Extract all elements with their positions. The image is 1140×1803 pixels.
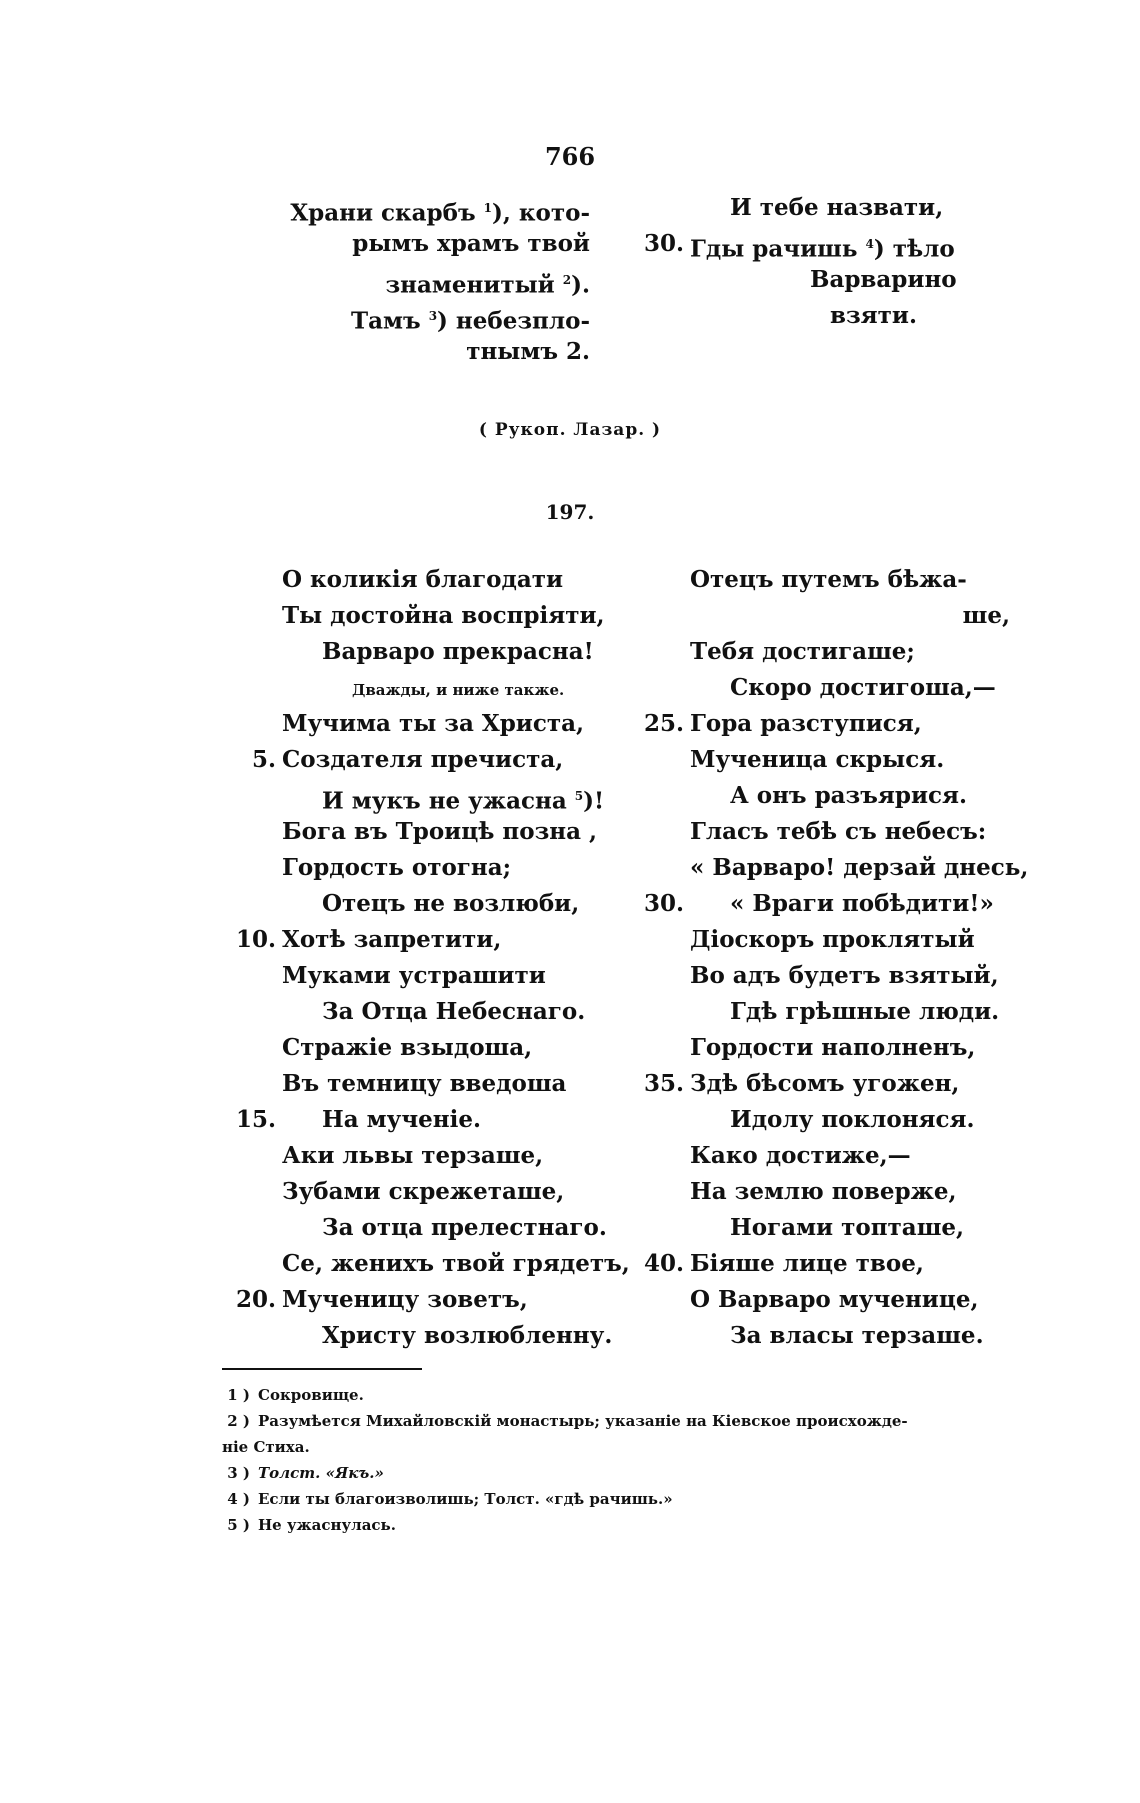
verse-text [282, 742, 563, 778]
line-number: 30. [643, 890, 684, 917]
verse-text [690, 1210, 964, 1246]
verse-line [282, 850, 612, 886]
verse-line [690, 670, 1010, 706]
verse-line [270, 226, 590, 262]
footnote-text: Сокровище. [258, 1386, 364, 1404]
verse-line [282, 598, 612, 634]
footnote [222, 1460, 1002, 1486]
verse-text-main: Мучима ты за Христа, [282, 710, 585, 737]
verse-line [282, 1174, 612, 1210]
verse-text-main: « Варваро! дерзай днесь, [690, 854, 1029, 881]
verse-text-main: Мученицу зоветъ, [282, 1286, 528, 1313]
verse-text-main: Мученица скрыся. [690, 746, 945, 773]
refrain-note [282, 672, 564, 708]
verse-text [282, 958, 546, 994]
verse-text-main: Гора разступися, [690, 710, 922, 737]
verse-line [282, 670, 612, 706]
verse-line [282, 994, 612, 1030]
verse-text [690, 994, 999, 1030]
verse-line [690, 1030, 1010, 1066]
verse-text [963, 598, 1010, 634]
verse-text-main: рымъ храмъ твой [352, 230, 590, 257]
verse-text [282, 994, 585, 1030]
verse-text [690, 262, 957, 298]
footnote-ref: 5 [574, 789, 584, 803]
verse-text-main: Гордость отогна; [282, 854, 512, 881]
verse-text-main: Идолу поклоняся. [730, 1106, 975, 1133]
verse-text-main: Варваро прекрасна! [322, 638, 594, 665]
verse-line [282, 1246, 630, 1282]
verse-text [690, 1066, 959, 1102]
verse-text [690, 742, 944, 778]
verse-text [690, 562, 967, 598]
verse-text [282, 814, 597, 850]
verse-line [282, 562, 612, 598]
verse-text-main: Како достиже,— [690, 1142, 911, 1169]
verse-line [282, 886, 612, 922]
verse-text [282, 634, 594, 670]
verse-text [690, 1102, 975, 1138]
verse-line [235, 922, 612, 958]
verse-text-after: ), кото- [492, 199, 590, 227]
verse-text-main: За Отца Небеснаго. [322, 998, 586, 1025]
verse-text-main: взяти. [830, 302, 917, 329]
verse-text [690, 634, 915, 670]
verse-text-main: Хотѣ запретити, [282, 926, 502, 953]
verse-text-after: ). [571, 271, 590, 299]
verse-text-after: )! [583, 787, 605, 815]
verse-text-main: Храни скарбъ [290, 199, 484, 227]
footnote-number: 3 ) [227, 1464, 250, 1482]
verse-text-main: Гдѣ грѣшные люди. [730, 998, 1000, 1025]
line-number: 40. [643, 1250, 684, 1277]
verse-text-after: ) тѣло [873, 235, 955, 263]
verse-line [690, 262, 1000, 298]
verse-text-main: Тебя достигаше; [690, 638, 915, 665]
verse-text-main: За власы терзаше. [730, 1322, 984, 1349]
verse-text [690, 922, 975, 958]
verse-text-main: Ты достойна воспріяти, [282, 602, 605, 629]
verse-line [282, 1066, 612, 1102]
verse-line [282, 958, 612, 994]
verse-line [690, 958, 1010, 994]
verse-line [643, 1246, 1010, 1282]
verse-text [282, 598, 605, 634]
verse-line [690, 778, 1010, 814]
verse-text [690, 1246, 924, 1282]
top-right-verse [643, 190, 1000, 334]
verse-text [690, 1030, 975, 1066]
footnote-text: Толст. «Якъ.» [258, 1464, 384, 1482]
verse-line [270, 190, 590, 226]
verse-text [282, 1318, 612, 1354]
verse-text [690, 778, 967, 814]
verse-text [282, 1030, 532, 1066]
verse-line [282, 1318, 612, 1354]
verse-line [282, 634, 612, 670]
verse-text-main: Біяше лице твое, [690, 1250, 924, 1277]
verse-line [282, 706, 612, 742]
verse-text-main: Здѣ бѣсомъ угожен, [690, 1070, 960, 1097]
verse-text [282, 1282, 528, 1318]
line-number: 35. [643, 1070, 684, 1097]
verse-text-main: Се, женихъ твой грядетъ, [282, 1250, 630, 1277]
verse-line [270, 262, 590, 298]
verse-text [690, 1138, 911, 1174]
line-number: 15. [235, 1106, 276, 1133]
verse-line [690, 1174, 1010, 1210]
footnote [222, 1382, 1002, 1408]
verse-line [282, 1138, 612, 1174]
verse-text-main: О Варваро мученице, [690, 1286, 979, 1313]
verse-text-main: На мученіе. [322, 1106, 482, 1133]
verse-text-main: А онъ разъярися. [730, 782, 968, 809]
top-left-verse [270, 190, 590, 370]
verse-text [690, 886, 994, 922]
footnote-text: Если ты благоизволишь; Толст. «гдѣ рачишь.» [258, 1490, 673, 1508]
verse-line [690, 562, 1010, 598]
verse-line [690, 742, 1010, 778]
line-number: 30. [643, 230, 684, 257]
verse-line [643, 1066, 1010, 1102]
verse-line [235, 1282, 612, 1318]
verse-text-main: Гды рачишь [690, 235, 866, 263]
verse-text-main: Тамъ [351, 307, 429, 335]
verse-line [235, 1102, 612, 1138]
verse-text-main: И мукъ не ужасна [322, 787, 575, 815]
verse-text [282, 562, 563, 598]
verse-text-main: Стражіе взыдоша, [282, 1034, 533, 1061]
verse-text-main: Діоскоръ проклятый [690, 926, 975, 953]
footnote-ref: 1 [483, 201, 492, 215]
verse-line [690, 1318, 1010, 1354]
verse-line [282, 1210, 612, 1246]
footnote-ref: 4 [865, 237, 874, 251]
verse-text-main: Дважды, и ниже также. [352, 681, 565, 699]
verse-line [270, 334, 590, 370]
verse-line [690, 994, 1010, 1030]
verse-text [282, 706, 584, 742]
verse-text-main: Гордости наполненъ, [690, 1034, 976, 1061]
footnote-ref: 2 [562, 273, 572, 287]
verse-text [690, 190, 943, 226]
verse-text [282, 850, 511, 886]
footnote-text-continued: ніе Стиха. [222, 1438, 310, 1456]
verse-text [282, 1066, 566, 1102]
verse-text [282, 1210, 607, 1246]
verse-text [690, 1174, 956, 1210]
verse-text-main: Создателя пречиста, [282, 746, 564, 773]
verse-line [251, 742, 612, 778]
footnote [222, 1512, 1002, 1538]
verse-line [690, 922, 1010, 958]
verse-text [282, 922, 501, 958]
verse-text-main: Скоро достигоша,— [730, 674, 996, 701]
verse-text-main: И тебе назвати, [730, 194, 944, 221]
verse-text [690, 850, 1028, 886]
song-number: 197. [545, 500, 595, 524]
footnotes [222, 1382, 1002, 1538]
verse-left-column [235, 562, 630, 1354]
footnote-text: Разумѣется Михайловскій монастырь; указаніе на Кіевское происхожде- [258, 1412, 908, 1430]
verse-text-main: знаменитый [385, 271, 563, 299]
verse-text-main: тнымъ 2. [466, 338, 590, 365]
verse-text-main: Христу возлюбленну. [322, 1322, 613, 1349]
verse-text-main: Варварино [810, 266, 957, 293]
verse-text-main: Зубами скрежеташе, [282, 1178, 565, 1205]
verse-text-main: Отецъ путемъ бѣжа- [690, 566, 967, 593]
verse-text-main: Ногами топташе, [730, 1214, 965, 1241]
verse-text-main: Аки львы терзаше, [282, 1142, 544, 1169]
verse-text [466, 334, 590, 370]
verse-text-main: Муками устрашити [282, 962, 546, 989]
line-number: 10. [235, 926, 276, 953]
verse-line [690, 814, 1010, 850]
page-number: 766 [544, 142, 596, 171]
verse-line [643, 706, 1010, 742]
verse-text [690, 670, 996, 706]
verse-text [352, 226, 590, 262]
verse-line [270, 298, 590, 334]
verse-line [643, 886, 1010, 922]
verse-text-main: Во адъ будетъ взятый, [690, 962, 999, 989]
footnote [222, 1408, 1002, 1460]
verse-text [690, 706, 922, 742]
verse-line [690, 190, 1000, 226]
verse-line [690, 1210, 1010, 1246]
verse-text-main: « Враги побѣдити!» [730, 890, 994, 917]
verse-text [282, 1246, 630, 1282]
verse-text [690, 1282, 978, 1318]
footnote-divider [222, 1368, 422, 1370]
verse-line [643, 226, 1000, 263]
verse-line [690, 598, 1010, 634]
verse-text [690, 298, 917, 334]
footnote-number: 5 ) [227, 1516, 250, 1534]
source-reference: ( Рукоп. Лазар. ) [478, 420, 662, 440]
verse-text [282, 1138, 543, 1174]
verse-line [282, 778, 612, 814]
verse-line [690, 1102, 1010, 1138]
verse-text-main: Бога въ Троицѣ позна , [282, 818, 598, 845]
verse-text-after: ) небезпло- [437, 307, 590, 335]
verse-text-main: На землю поверже, [690, 1178, 957, 1205]
footnote-text: Не ужаснулась. [258, 1516, 396, 1534]
footnote [222, 1486, 1002, 1512]
footnote-number: 4 ) [227, 1490, 250, 1508]
verse-text-main: Въ темницу введоша [282, 1070, 567, 1097]
verse-text-main: Гласъ тебѣ съ небесъ: [690, 818, 987, 845]
verse-line [690, 634, 1010, 670]
line-number: 5. [251, 746, 276, 773]
verse-text [282, 1102, 481, 1138]
verse-line [690, 1282, 1010, 1318]
verse-line [282, 1030, 612, 1066]
verse-text [690, 814, 986, 850]
footnote-ref: 3 [428, 309, 438, 323]
verse-right-column [643, 562, 1029, 1354]
verse-line [690, 850, 1029, 886]
line-number: 25. [643, 710, 684, 737]
verse-line [690, 298, 1000, 334]
verse-line [282, 814, 612, 850]
footnote-number: 1 ) [227, 1386, 250, 1404]
verse-text-main: За отца прелестнаго. [322, 1214, 607, 1241]
verse-text-main: ше, [962, 602, 1010, 629]
line-number: 20. [235, 1286, 276, 1313]
verse-text-main: О коликія благодати [282, 566, 564, 593]
verse-text [690, 958, 999, 994]
footnote-number: 2 ) [227, 1412, 250, 1430]
verse-line [690, 1138, 1010, 1174]
verse-text [282, 1174, 564, 1210]
verse-text [282, 886, 579, 922]
verse-text-main: Отецъ не возлюби, [322, 890, 580, 917]
verse-text [690, 1318, 984, 1354]
